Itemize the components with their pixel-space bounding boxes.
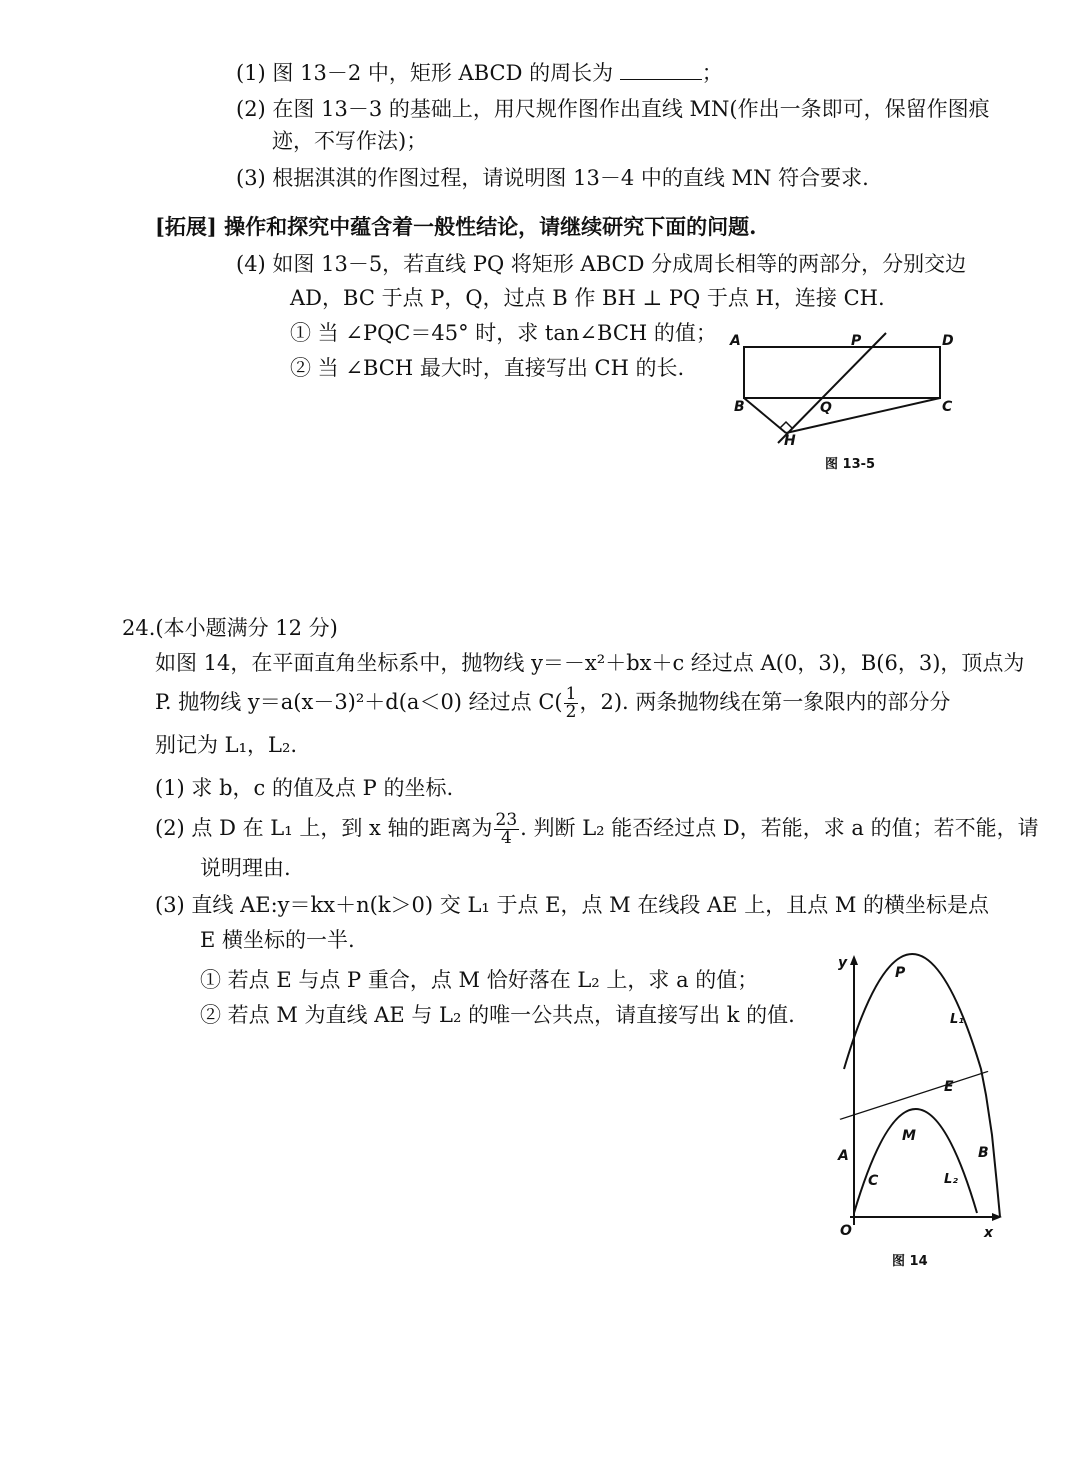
q23-part1: (1) 图 13－2 中，矩形 ABCD 的周长为 ； — [236, 61, 723, 85]
parabola-l2 — [854, 1109, 977, 1213]
label-p: P — [895, 965, 906, 981]
label-b: B — [978, 1145, 989, 1161]
label-p: P — [851, 333, 862, 349]
figure-14 — [820, 945, 1020, 1275]
label-m: M — [902, 1128, 916, 1144]
label-x: x — [984, 1225, 994, 1241]
y-axis-arrow — [850, 955, 858, 965]
q24-part3-line2: E 横坐标的一半. — [200, 928, 355, 952]
q24-intro-line2: P. 抛物线 y＝a(x－3)²＋d(a＜0) 经过点 C( $\frac{1}{2}$ ，2). 两条抛物线在第一象限内的部分分 — [155, 684, 951, 722]
q23-part4-line1: (4) 如图 13－5，若直线 PQ 将矩形 ABCD 分成周长相等的两部分，分别交边 — [236, 252, 967, 276]
label-c: C — [942, 399, 953, 415]
label-d: D — [942, 333, 954, 349]
label-l2: L₂ — [944, 1172, 958, 1187]
q24-part2-line1: (2) 点 D 在 L₁ 上，到 x 轴的距离为 $\frac{23}{4}$ . 判断 L₂ 能否经过点 D，若能，求 a 的值；若不能，请 — [155, 810, 1039, 848]
label-c: C — [868, 1173, 879, 1189]
label-y: y — [838, 955, 848, 971]
figure-13-5 — [720, 325, 980, 475]
q23-part4-line2: AD，BC 于点 P，Q，过点 B 作 BH ⊥ PQ 于点 H，连接 CH. — [290, 286, 885, 310]
q24-part3-line1: (3) 直线 AE:y＝kx＋n(k＞0) 交 L₁ 于点 E，点 M 在线段 AE 上，且点 M 的横坐标是点 — [155, 893, 990, 917]
q23-part2-line2: 迹，不写作法)； — [272, 129, 428, 153]
q23-part3: (3) 根据淇淇的作图过程，请说明图 13－4 中的直线 MN 符合要求. — [236, 166, 869, 190]
line-pq — [778, 333, 886, 443]
label-b: B — [734, 399, 745, 415]
q24-intro-line3: 别记为 L₁，L₂. — [155, 733, 298, 757]
q23-sub1: ① 当 ∠PQC＝45° 时，求 tan∠BCH 的值； — [290, 321, 717, 345]
figure-caption: 图 14 — [892, 1254, 928, 1269]
q23-part2-line1: (2) 在图 13－3 的基础上，用尺规作图作出直线 MN(作出一条即可，保留作图痕 — [236, 97, 990, 121]
segment-bh — [744, 398, 786, 433]
label-l1: L₁ — [950, 1012, 964, 1027]
q24-sub2: ② 若点 M 为直线 AE 与 L₂ 的唯一公共点，请直接写出 k 的值. — [200, 1003, 795, 1027]
right-angle-mark — [780, 422, 792, 428]
label-h: H — [784, 433, 796, 449]
q23-extension: [拓展] 操作和探究中蕴含着一般性结论，请继续研究下面的问题. — [155, 214, 757, 239]
fraction-half: $\frac{1}{2}$ — [565, 684, 577, 722]
label-e: E — [944, 1079, 954, 1095]
q24-part2-line2: 说明理由. — [200, 856, 291, 880]
label-a: A — [730, 333, 741, 349]
rectangle-abcd — [744, 347, 940, 398]
q24-intro-line1: 如图 14，在平面直角坐标系中，抛物线 y＝－x²＋bx＋c 经过点 A(0，3)，B(6，3)，顶点为 — [155, 651, 1025, 675]
q24-sub1: ① 若点 E 与点 P 重合，点 M 恰好落在 L₂ 上，求 a 的值； — [200, 968, 759, 992]
label-q: Q — [820, 400, 832, 416]
label-o: O — [840, 1223, 852, 1239]
q24-header: 24.(本小题满分 12 分) — [122, 616, 338, 640]
segment-ch — [786, 398, 940, 433]
q23-sub2: ② 当 ∠BCH 最大时，直接写出 CH 的长. — [290, 356, 685, 380]
q24-part1: (1) 求 b，c 的值及点 P 的坐标. — [155, 776, 454, 800]
line-ae — [840, 1071, 988, 1119]
fraction-23-4: $\frac{23}{4}$ — [495, 810, 518, 848]
answer-blank[interactable] — [620, 59, 702, 80]
figure-caption: 图 13-5 — [825, 457, 876, 472]
label-a: A — [838, 1148, 849, 1164]
